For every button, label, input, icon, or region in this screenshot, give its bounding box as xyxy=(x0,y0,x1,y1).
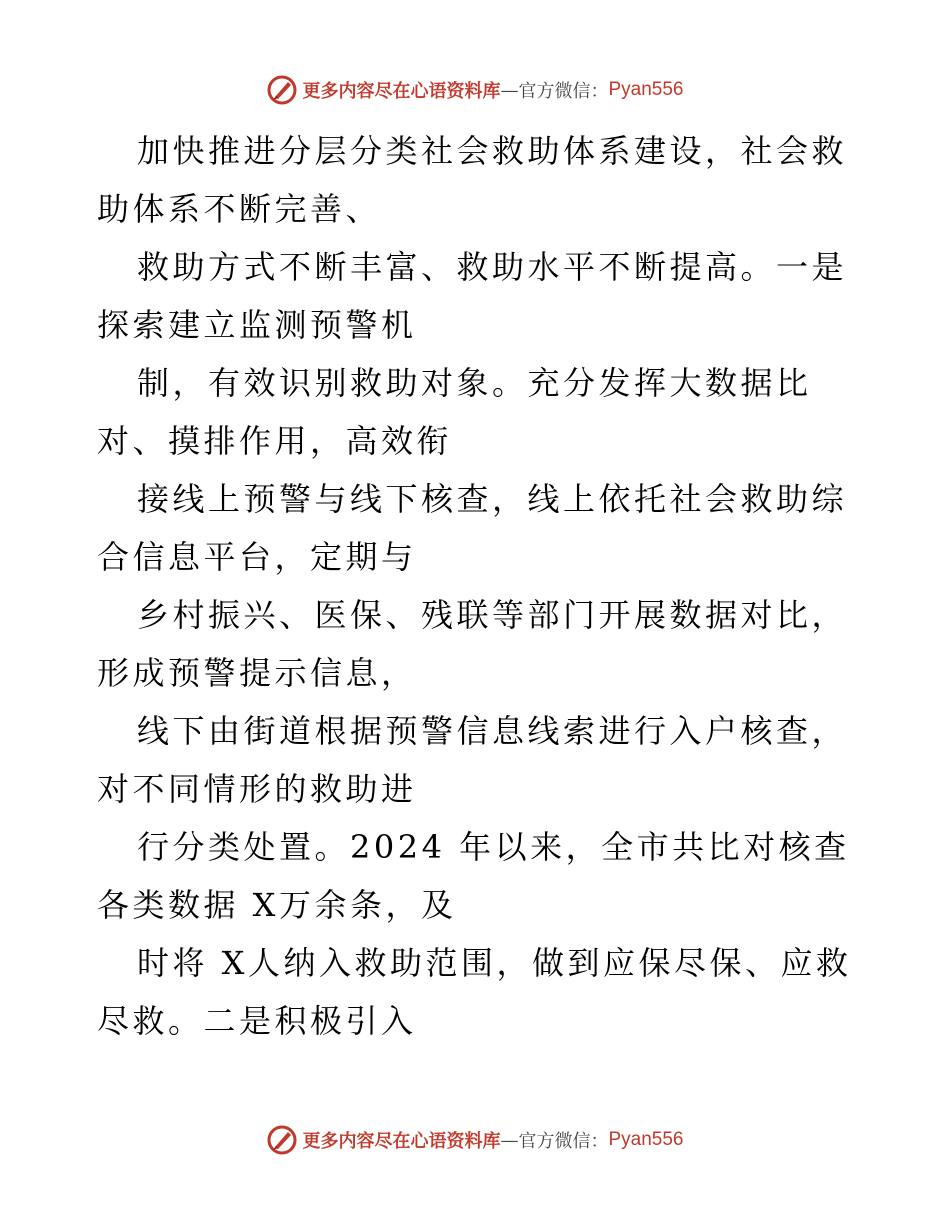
footer-wechat-id: Pyan556 xyxy=(608,1129,684,1150)
quill-pen-logo-icon xyxy=(266,74,298,106)
paragraph: 线下由街道根据预警信息线索进行入户核查，对不同情形的救助进 xyxy=(97,712,848,808)
footer-wechat-label: 官方微信： xyxy=(518,1131,609,1152)
paragraph: 时将 X人纳入救助范围，做到应保尽保、应救尽救。二是积极引入 xyxy=(97,944,852,1040)
header-wechat-id: Pyan556 xyxy=(608,79,684,100)
paragraph: 救助方式不断丰富、救助水平不断提高。一是探索建立监测预警机 xyxy=(97,248,848,344)
paragraph: 乡村振兴、医保、残联等部门开展数据对比，形成预警提示信息， xyxy=(97,596,848,692)
paragraph: 制，有效识别救助对象。充分发挥大数据比对、摸排作用，高效衔 xyxy=(97,364,812,460)
header-separator: — xyxy=(500,79,519,101)
paragraph: 行分类处置。2024 年以来，全市共比对核查各类数据 X万余条，及 xyxy=(97,828,850,924)
header-brand-text: 更多内容尽在心语资料库 xyxy=(302,81,501,102)
footer-brand-text: 更多内容尽在心语资料库 xyxy=(302,1131,501,1152)
paragraph: 接线上预警与线下核查，线上依托社会救助综合信息平台，定期与 xyxy=(97,480,848,576)
footer-separator: — xyxy=(500,1129,519,1151)
paragraph: 加快推进分层分类社会救助体系建设，社会救助体系不断完善、 xyxy=(97,132,848,228)
document-body xyxy=(97,122,857,1050)
footer-banner xyxy=(0,1120,950,1160)
header-banner xyxy=(0,70,950,110)
quill-pen-logo-icon xyxy=(266,1124,298,1156)
header-wechat-label: 官方微信： xyxy=(518,81,609,102)
